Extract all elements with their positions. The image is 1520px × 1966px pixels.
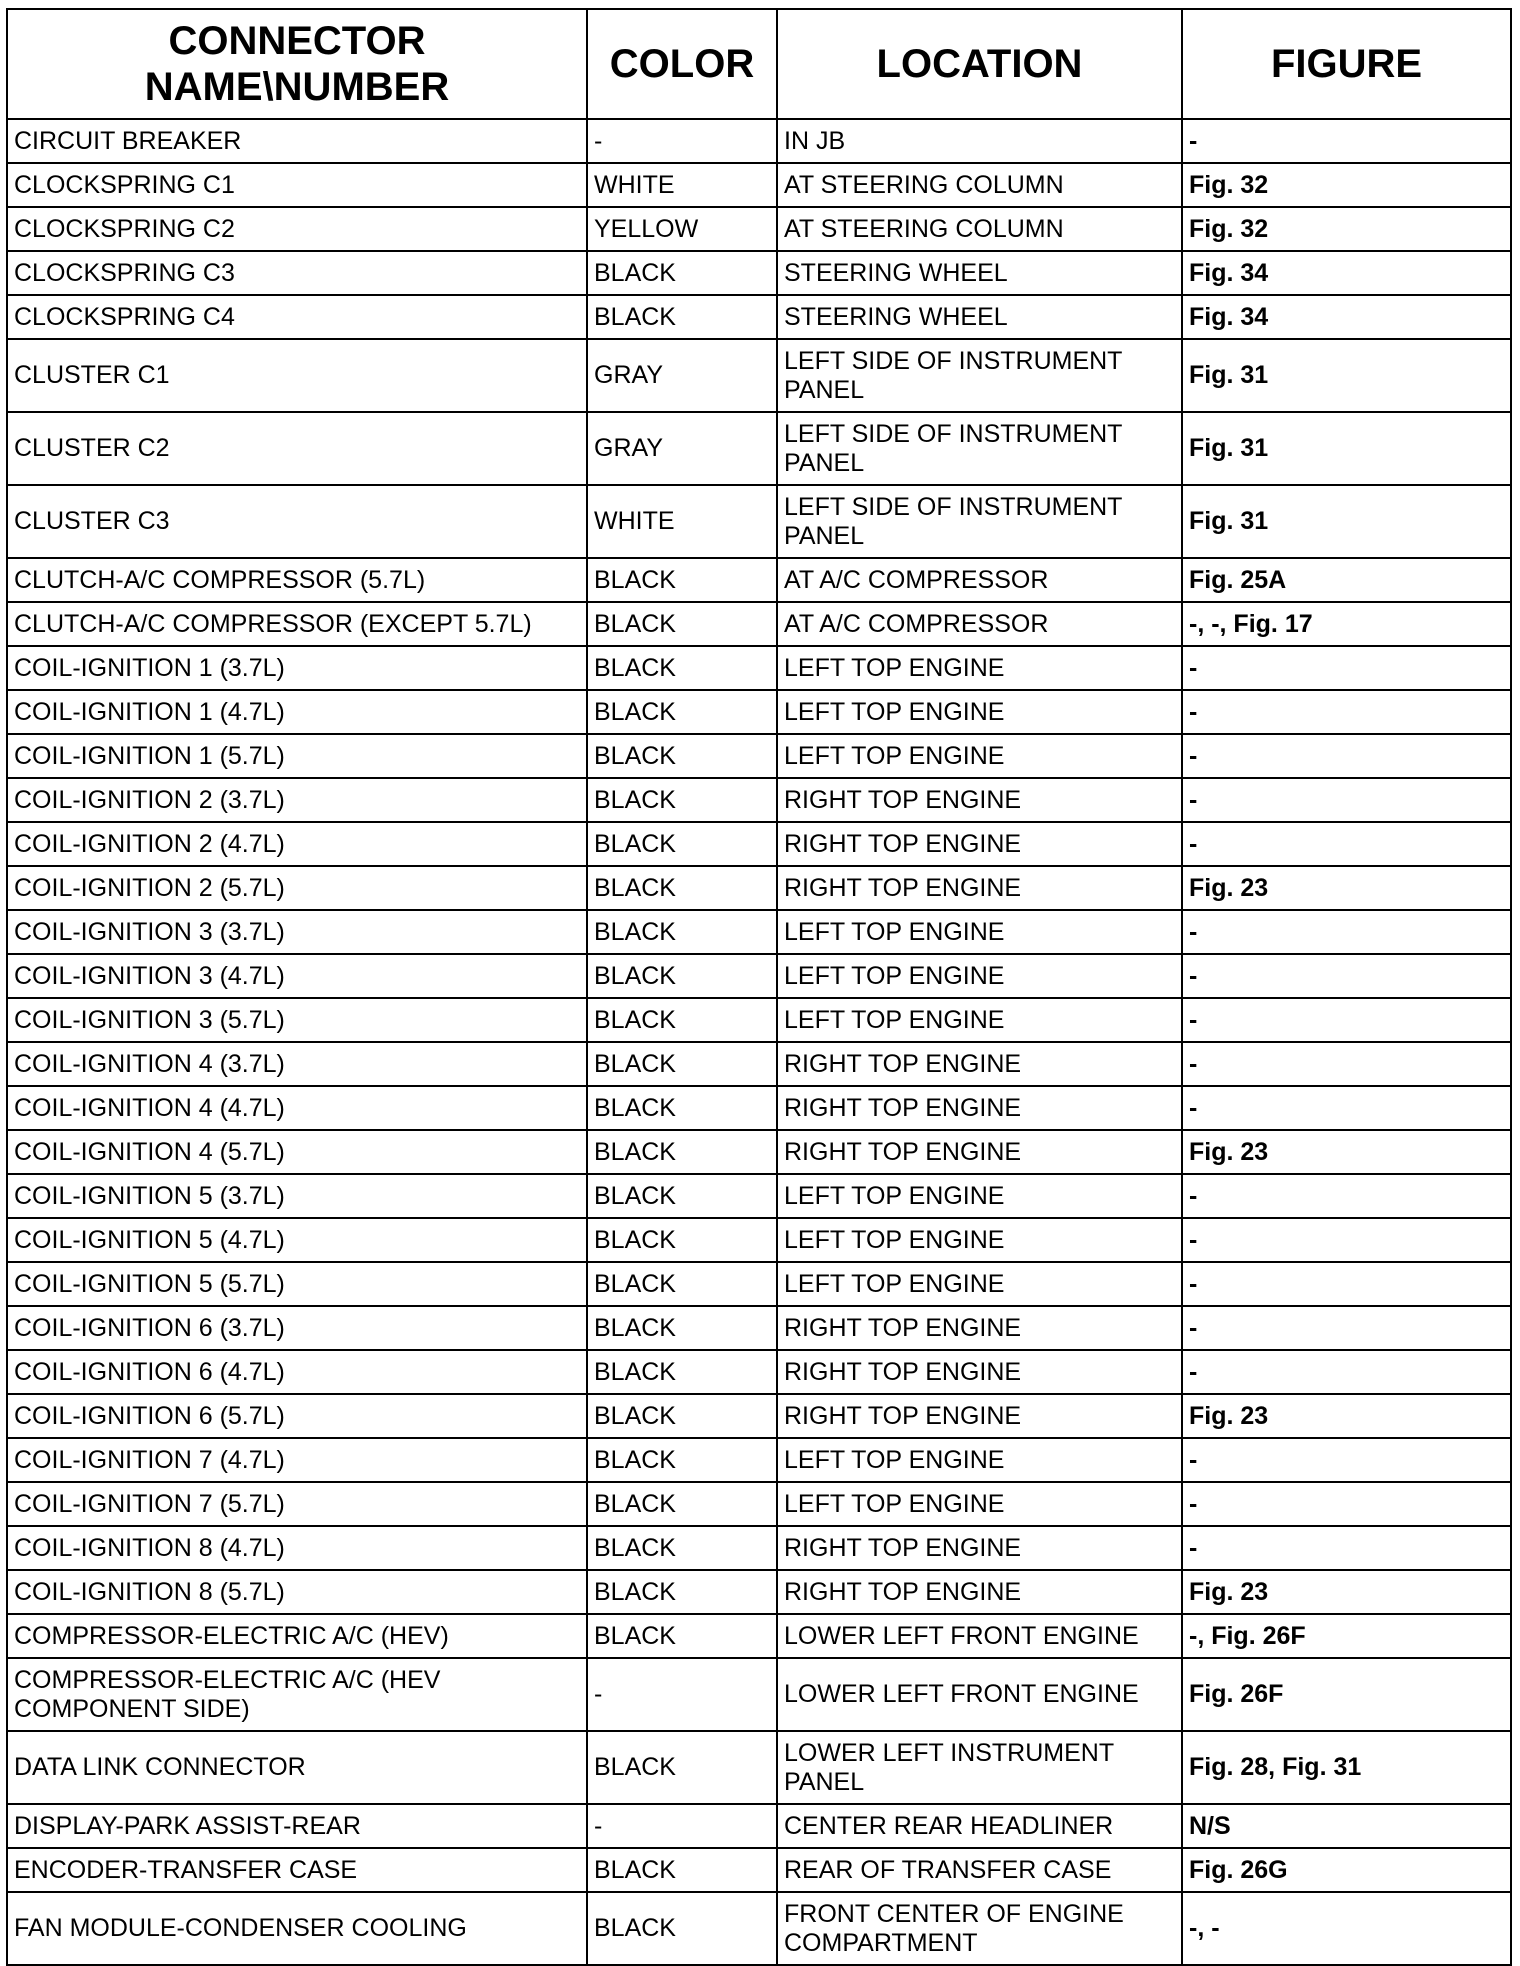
connector-name-cell: COIL-IGNITION 8 (5.7L) [7, 1570, 587, 1614]
figure-cell: - [1182, 690, 1511, 734]
figure-cell: Fig. 25A [1182, 558, 1511, 602]
connector-name-cell: COIL-IGNITION 6 (3.7L) [7, 1306, 587, 1350]
color-cell: BLACK [587, 1218, 777, 1262]
color-cell: BLACK [587, 1306, 777, 1350]
figure-cell: Fig. 32 [1182, 163, 1511, 207]
connector-name-cell: CIRCUIT BREAKER [7, 119, 587, 163]
figure-cell: - [1182, 119, 1511, 163]
figure-cell: - [1182, 778, 1511, 822]
connector-name-cell: FAN MODULE-CONDENSER COOLING [7, 1892, 587, 1965]
connector-name-cell: COIL-IGNITION 7 (5.7L) [7, 1482, 587, 1526]
color-cell: YELLOW [587, 207, 777, 251]
connector-name-cell: COIL-IGNITION 1 (5.7L) [7, 734, 587, 778]
connector-name-cell: COIL-IGNITION 4 (4.7L) [7, 1086, 587, 1130]
header-row [7, 9, 1511, 119]
figure-cell: - [1182, 1526, 1511, 1570]
connector-name-cell: COIL-IGNITION 7 (4.7L) [7, 1438, 587, 1482]
location-cell: RIGHT TOP ENGINE [777, 778, 1182, 822]
header-connector-line2: NAME\NUMBER [144, 65, 450, 109]
table-row [7, 822, 1511, 866]
table-row [7, 1438, 1511, 1482]
table-row [7, 1130, 1511, 1174]
location-cell: LEFT TOP ENGINE [777, 910, 1182, 954]
connector-name-cell: COIL-IGNITION 5 (4.7L) [7, 1218, 587, 1262]
figure-cell: - [1182, 646, 1511, 690]
table-row [7, 1306, 1511, 1350]
color-cell: BLACK [587, 1892, 777, 1965]
location-cell: RIGHT TOP ENGINE [777, 1042, 1182, 1086]
figure-cell: -, -, Fig. 17 [1182, 602, 1511, 646]
color-cell: BLACK [587, 295, 777, 339]
header-color: COLOR [587, 9, 777, 119]
location-cell: RIGHT TOP ENGINE [777, 1570, 1182, 1614]
location-cell: REAR OF TRANSFER CASE [777, 1848, 1182, 1892]
table-row [7, 1731, 1511, 1804]
connector-name-cell: COIL-IGNITION 8 (4.7L) [7, 1526, 587, 1570]
color-cell: BLACK [587, 1526, 777, 1570]
color-cell: BLACK [587, 998, 777, 1042]
figure-cell: Fig. 26G [1182, 1848, 1511, 1892]
connector-table-container [6, 8, 1510, 1966]
location-cell: STEERING WHEEL [777, 295, 1182, 339]
table-row [7, 412, 1511, 485]
color-cell: WHITE [587, 485, 777, 558]
color-cell: GRAY [587, 339, 777, 412]
color-cell: - [587, 1658, 777, 1731]
figure-cell: Fig. 23 [1182, 866, 1511, 910]
table-row [7, 163, 1511, 207]
table-row [7, 866, 1511, 910]
color-cell: WHITE [587, 163, 777, 207]
table-row [7, 1394, 1511, 1438]
connector-name-cell: COIL-IGNITION 5 (5.7L) [7, 1262, 587, 1306]
color-cell: BLACK [587, 690, 777, 734]
figure-cell: Fig. 31 [1182, 412, 1511, 485]
color-cell: - [587, 119, 777, 163]
table-row [7, 1482, 1511, 1526]
connector-name-cell: COIL-IGNITION 4 (3.7L) [7, 1042, 587, 1086]
location-cell: AT A/C COMPRESSOR [777, 602, 1182, 646]
connector-name-cell: CLOCKSPRING C1 [7, 163, 587, 207]
table-row [7, 1804, 1511, 1848]
figure-cell: Fig. 23 [1182, 1394, 1511, 1438]
figure-cell: Fig. 26F [1182, 1658, 1511, 1731]
connector-name-cell: COIL-IGNITION 3 (5.7L) [7, 998, 587, 1042]
color-cell: BLACK [587, 1130, 777, 1174]
color-cell: - [587, 1804, 777, 1848]
connector-name-cell: COMPRESSOR-ELECTRIC A/C (HEV) [7, 1614, 587, 1658]
table-row [7, 954, 1511, 998]
location-cell: LEFT TOP ENGINE [777, 998, 1182, 1042]
table-row [7, 1570, 1511, 1614]
location-cell: LEFT TOP ENGINE [777, 1482, 1182, 1526]
location-cell: LOWER LEFT INSTRUMENT PANEL [777, 1731, 1182, 1804]
connector-name-cell: CLUSTER C2 [7, 412, 587, 485]
figure-cell: -, Fig. 26F [1182, 1614, 1511, 1658]
connector-name-cell: CLOCKSPRING C4 [7, 295, 587, 339]
connector-name-cell: COIL-IGNITION 5 (3.7L) [7, 1174, 587, 1218]
header-figure: FIGURE [1182, 9, 1511, 119]
location-cell: FRONT CENTER OF ENGINE COMPARTMENT [777, 1892, 1182, 1965]
figure-cell: Fig. 23 [1182, 1570, 1511, 1614]
location-cell: LEFT SIDE OF INSTRUMENT PANEL [777, 339, 1182, 412]
location-cell: LEFT TOP ENGINE [777, 1262, 1182, 1306]
figure-cell: - [1182, 910, 1511, 954]
location-cell: LEFT SIDE OF INSTRUMENT PANEL [777, 485, 1182, 558]
figure-cell: - [1182, 1482, 1511, 1526]
table-row [7, 1848, 1511, 1892]
color-cell: BLACK [587, 1042, 777, 1086]
color-cell: BLACK [587, 1174, 777, 1218]
figure-cell: - [1182, 954, 1511, 998]
figure-cell: - [1182, 1086, 1511, 1130]
color-cell: BLACK [587, 1350, 777, 1394]
color-cell: BLACK [587, 646, 777, 690]
location-cell: LEFT TOP ENGINE [777, 1174, 1182, 1218]
figure-cell: Fig. 32 [1182, 207, 1511, 251]
table-row [7, 690, 1511, 734]
figure-cell: - [1182, 822, 1511, 866]
location-cell: LEFT TOP ENGINE [777, 690, 1182, 734]
connector-name-cell: CLUTCH-A/C COMPRESSOR (5.7L) [7, 558, 587, 602]
figure-cell: - [1182, 734, 1511, 778]
connector-name-cell: COIL-IGNITION 3 (3.7L) [7, 910, 587, 954]
color-cell: BLACK [587, 1262, 777, 1306]
location-cell: CENTER REAR HEADLINER [777, 1804, 1182, 1848]
header-location: LOCATION [777, 9, 1182, 119]
location-cell: LOWER LEFT FRONT ENGINE [777, 1614, 1182, 1658]
connector-name-cell: COIL-IGNITION 6 (5.7L) [7, 1394, 587, 1438]
location-cell: IN JB [777, 119, 1182, 163]
location-cell: LEFT TOP ENGINE [777, 734, 1182, 778]
table-row [7, 251, 1511, 295]
location-cell: LEFT TOP ENGINE [777, 1218, 1182, 1262]
table-row [7, 1042, 1511, 1086]
color-cell: BLACK [587, 954, 777, 998]
connector-name-cell: CLOCKSPRING C3 [7, 251, 587, 295]
color-cell: BLACK [587, 251, 777, 295]
location-cell: STEERING WHEEL [777, 251, 1182, 295]
color-cell: BLACK [587, 602, 777, 646]
connector-name-cell: COIL-IGNITION 6 (4.7L) [7, 1350, 587, 1394]
location-cell: LEFT SIDE OF INSTRUMENT PANEL [777, 412, 1182, 485]
location-cell: RIGHT TOP ENGINE [777, 1394, 1182, 1438]
figure-cell: Fig. 23 [1182, 1130, 1511, 1174]
color-cell: BLACK [587, 558, 777, 602]
table-row [7, 558, 1511, 602]
color-cell: BLACK [587, 778, 777, 822]
figure-cell: Fig. 34 [1182, 295, 1511, 339]
location-cell: AT STEERING COLUMN [777, 207, 1182, 251]
figure-cell: - [1182, 1350, 1511, 1394]
table-row [7, 910, 1511, 954]
color-cell: BLACK [587, 1848, 777, 1892]
color-cell: BLACK [587, 1614, 777, 1658]
table-row [7, 998, 1511, 1042]
color-cell: BLACK [587, 866, 777, 910]
figure-cell: - [1182, 1218, 1511, 1262]
connector-name-cell: CLUSTER C3 [7, 485, 587, 558]
header-connector-name [7, 9, 587, 119]
location-cell: AT A/C COMPRESSOR [777, 558, 1182, 602]
color-cell: BLACK [587, 1086, 777, 1130]
connector-name-cell: DATA LINK CONNECTOR [7, 1731, 587, 1804]
table-body [7, 119, 1511, 1965]
table-row [7, 1174, 1511, 1218]
figure-cell: Fig. 28, Fig. 31 [1182, 1731, 1511, 1804]
color-cell: BLACK [587, 822, 777, 866]
header-connector-line1: CONNECTOR [168, 19, 426, 63]
connector-name-cell: COMPRESSOR-ELECTRIC A/C (HEV COMPONENT SIDE) [7, 1658, 587, 1731]
location-cell: RIGHT TOP ENGINE [777, 1526, 1182, 1570]
connector-name-cell: COIL-IGNITION 1 (4.7L) [7, 690, 587, 734]
table-row [7, 1262, 1511, 1306]
table-row [7, 1086, 1511, 1130]
connector-name-cell: CLUTCH-A/C COMPRESSOR (EXCEPT 5.7L) [7, 602, 587, 646]
location-cell: RIGHT TOP ENGINE [777, 1086, 1182, 1130]
table-row [7, 485, 1511, 558]
connector-name-cell: ENCODER-TRANSFER CASE [7, 1848, 587, 1892]
figure-cell: - [1182, 998, 1511, 1042]
table-row [7, 119, 1511, 163]
figure-cell: Fig. 31 [1182, 485, 1511, 558]
figure-cell: N/S [1182, 1804, 1511, 1848]
location-cell: RIGHT TOP ENGINE [777, 866, 1182, 910]
figure-cell: Fig. 34 [1182, 251, 1511, 295]
connector-table [6, 8, 1512, 1966]
location-cell: RIGHT TOP ENGINE [777, 1306, 1182, 1350]
location-cell: AT STEERING COLUMN [777, 163, 1182, 207]
connector-name-cell: COIL-IGNITION 1 (3.7L) [7, 646, 587, 690]
color-cell: GRAY [587, 412, 777, 485]
connector-name-cell: DISPLAY-PARK ASSIST-REAR [7, 1804, 587, 1848]
table-row [7, 602, 1511, 646]
connector-name-cell: CLUSTER C1 [7, 339, 587, 412]
color-cell: BLACK [587, 1394, 777, 1438]
table-row [7, 339, 1511, 412]
connector-name-cell: COIL-IGNITION 3 (4.7L) [7, 954, 587, 998]
connector-name-cell: COIL-IGNITION 2 (4.7L) [7, 822, 587, 866]
figure-cell: Fig. 31 [1182, 339, 1511, 412]
connector-name-cell: CLOCKSPRING C2 [7, 207, 587, 251]
location-cell: LEFT TOP ENGINE [777, 646, 1182, 690]
figure-cell: - [1182, 1438, 1511, 1482]
connector-name-cell: COIL-IGNITION 4 (5.7L) [7, 1130, 587, 1174]
table-row [7, 1526, 1511, 1570]
figure-cell: - [1182, 1042, 1511, 1086]
table-row [7, 778, 1511, 822]
connector-name-cell: COIL-IGNITION 2 (5.7L) [7, 866, 587, 910]
location-cell: LEFT TOP ENGINE [777, 1438, 1182, 1482]
color-cell: BLACK [587, 1482, 777, 1526]
table-row [7, 1218, 1511, 1262]
location-cell: RIGHT TOP ENGINE [777, 1350, 1182, 1394]
color-cell: BLACK [587, 734, 777, 778]
table-row [7, 295, 1511, 339]
color-cell: BLACK [587, 1438, 777, 1482]
table-row [7, 1350, 1511, 1394]
figure-cell: - [1182, 1306, 1511, 1350]
table-row [7, 1892, 1511, 1965]
table-row [7, 646, 1511, 690]
location-cell: LOWER LEFT FRONT ENGINE [777, 1658, 1182, 1731]
table-row [7, 207, 1511, 251]
color-cell: BLACK [587, 910, 777, 954]
figure-cell: - [1182, 1262, 1511, 1306]
figure-cell: - [1182, 1174, 1511, 1218]
location-cell: LEFT TOP ENGINE [777, 954, 1182, 998]
connector-name-cell: COIL-IGNITION 2 (3.7L) [7, 778, 587, 822]
figure-cell: -, - [1182, 1892, 1511, 1965]
color-cell: BLACK [587, 1570, 777, 1614]
color-cell: BLACK [587, 1731, 777, 1804]
location-cell: RIGHT TOP ENGINE [777, 822, 1182, 866]
table-row [7, 734, 1511, 778]
table-row [7, 1658, 1511, 1731]
table-row [7, 1614, 1511, 1658]
location-cell: RIGHT TOP ENGINE [777, 1130, 1182, 1174]
